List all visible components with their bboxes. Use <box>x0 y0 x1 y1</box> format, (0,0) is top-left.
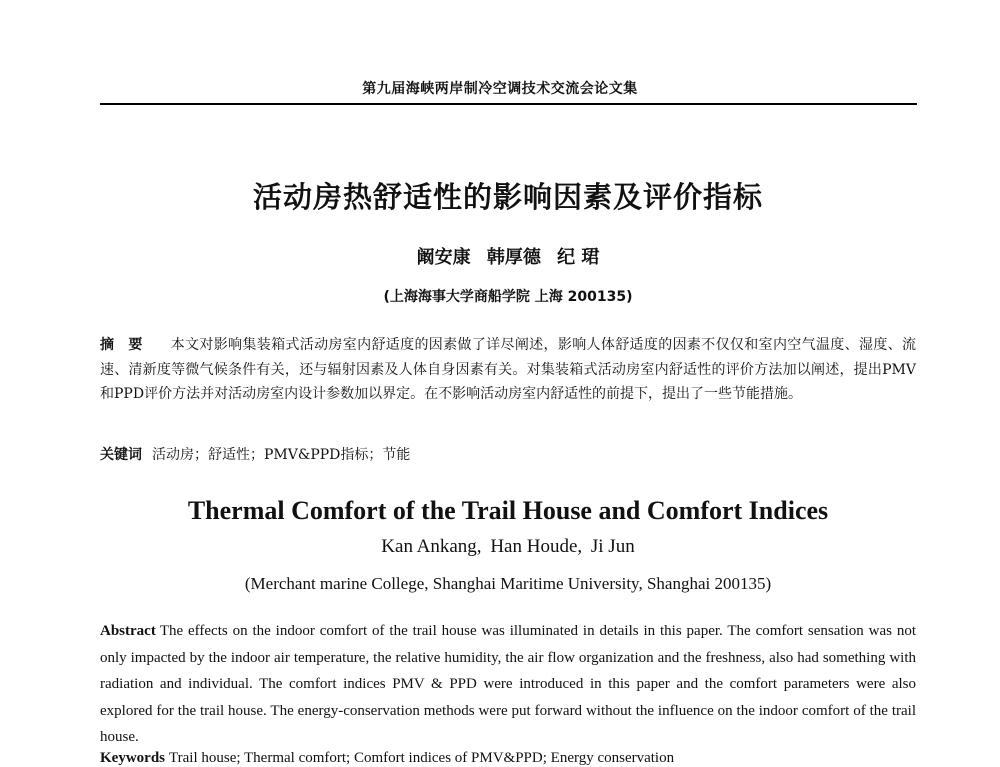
chinese-author: 阚安康 <box>416 247 471 268</box>
english-abstract-label: Abstract <box>100 623 156 639</box>
english-abstract <box>100 618 916 751</box>
english-author: Kan Ankang, <box>381 536 482 557</box>
english-author: Ji Jun <box>590 536 635 557</box>
chinese-author: 纪 珺 <box>557 247 600 268</box>
english-keywords-text: Trail house; Thermal comfort; Comfort indices of PMV&PPD; Energy conservation <box>169 750 675 766</box>
chinese-keywords-label: 关键词 <box>100 447 142 463</box>
chinese-keywords <box>100 444 916 464</box>
english-author: Han Houde, <box>490 536 583 557</box>
english-title: Thermal Comfort of the Trail House and Comfort Indices <box>187 496 829 525</box>
chinese-abstract-label: 摘要 <box>100 337 157 353</box>
running-header: 第九届海峡两岸制冷空调技术交流会论文集 <box>362 81 638 97</box>
chinese-title: 活动房热舒适性的影响因素及评价指标 <box>252 180 763 214</box>
chinese-keywords-text: 活动房；舒适性；PMV&PPD指标；节能 <box>152 447 411 463</box>
chinese-abstract-text: 本文对影响集装箱式活动房室内舒适度的因素做了详尽阐述，影响人体舒适度的因素不仅仅和室内空气温度、湿度、流速、清新度等微气候条件有关，还与辐射因素及人体自身因素有关。对集装箱式活动房室内舒适性的评价方法加以阐述，提出PMV和PPD评价方法并对活动房室内设计参数加以界定。在不影响活动房室内舒适性的前提下，提出了一些节能措施。 <box>100 337 917 402</box>
chinese-authors <box>0 243 1000 269</box>
english-authors <box>0 536 1000 558</box>
header-rule <box>100 103 917 105</box>
english-keywords-label: Keywords <box>100 750 165 766</box>
english-abstract-text: The effects on the indoor comfort of the trail house was illuminated in details in this paper. The comfort sensation was not only impacted by the indoor air temperature, the relative humidity, the air flow organization and the freshness, also had something with radiation and individual. The comfort indices PMV & PPD were introduced in this paper and the comfort parameters were also explored for the trail house. The energy-conservation methods were put forward without the influence on the indoor comfort of the trail house. <box>100 623 916 745</box>
chinese-author: 韩厚德 <box>486 247 541 268</box>
english-keywords <box>100 750 916 767</box>
chinese-abstract <box>100 333 916 407</box>
english-affiliation: (Merchant marine College, Shanghai Maritime University, Shanghai 200135) <box>244 574 772 593</box>
chinese-affiliation: (上海海事大学商船学院 上海 200135) <box>383 289 633 305</box>
